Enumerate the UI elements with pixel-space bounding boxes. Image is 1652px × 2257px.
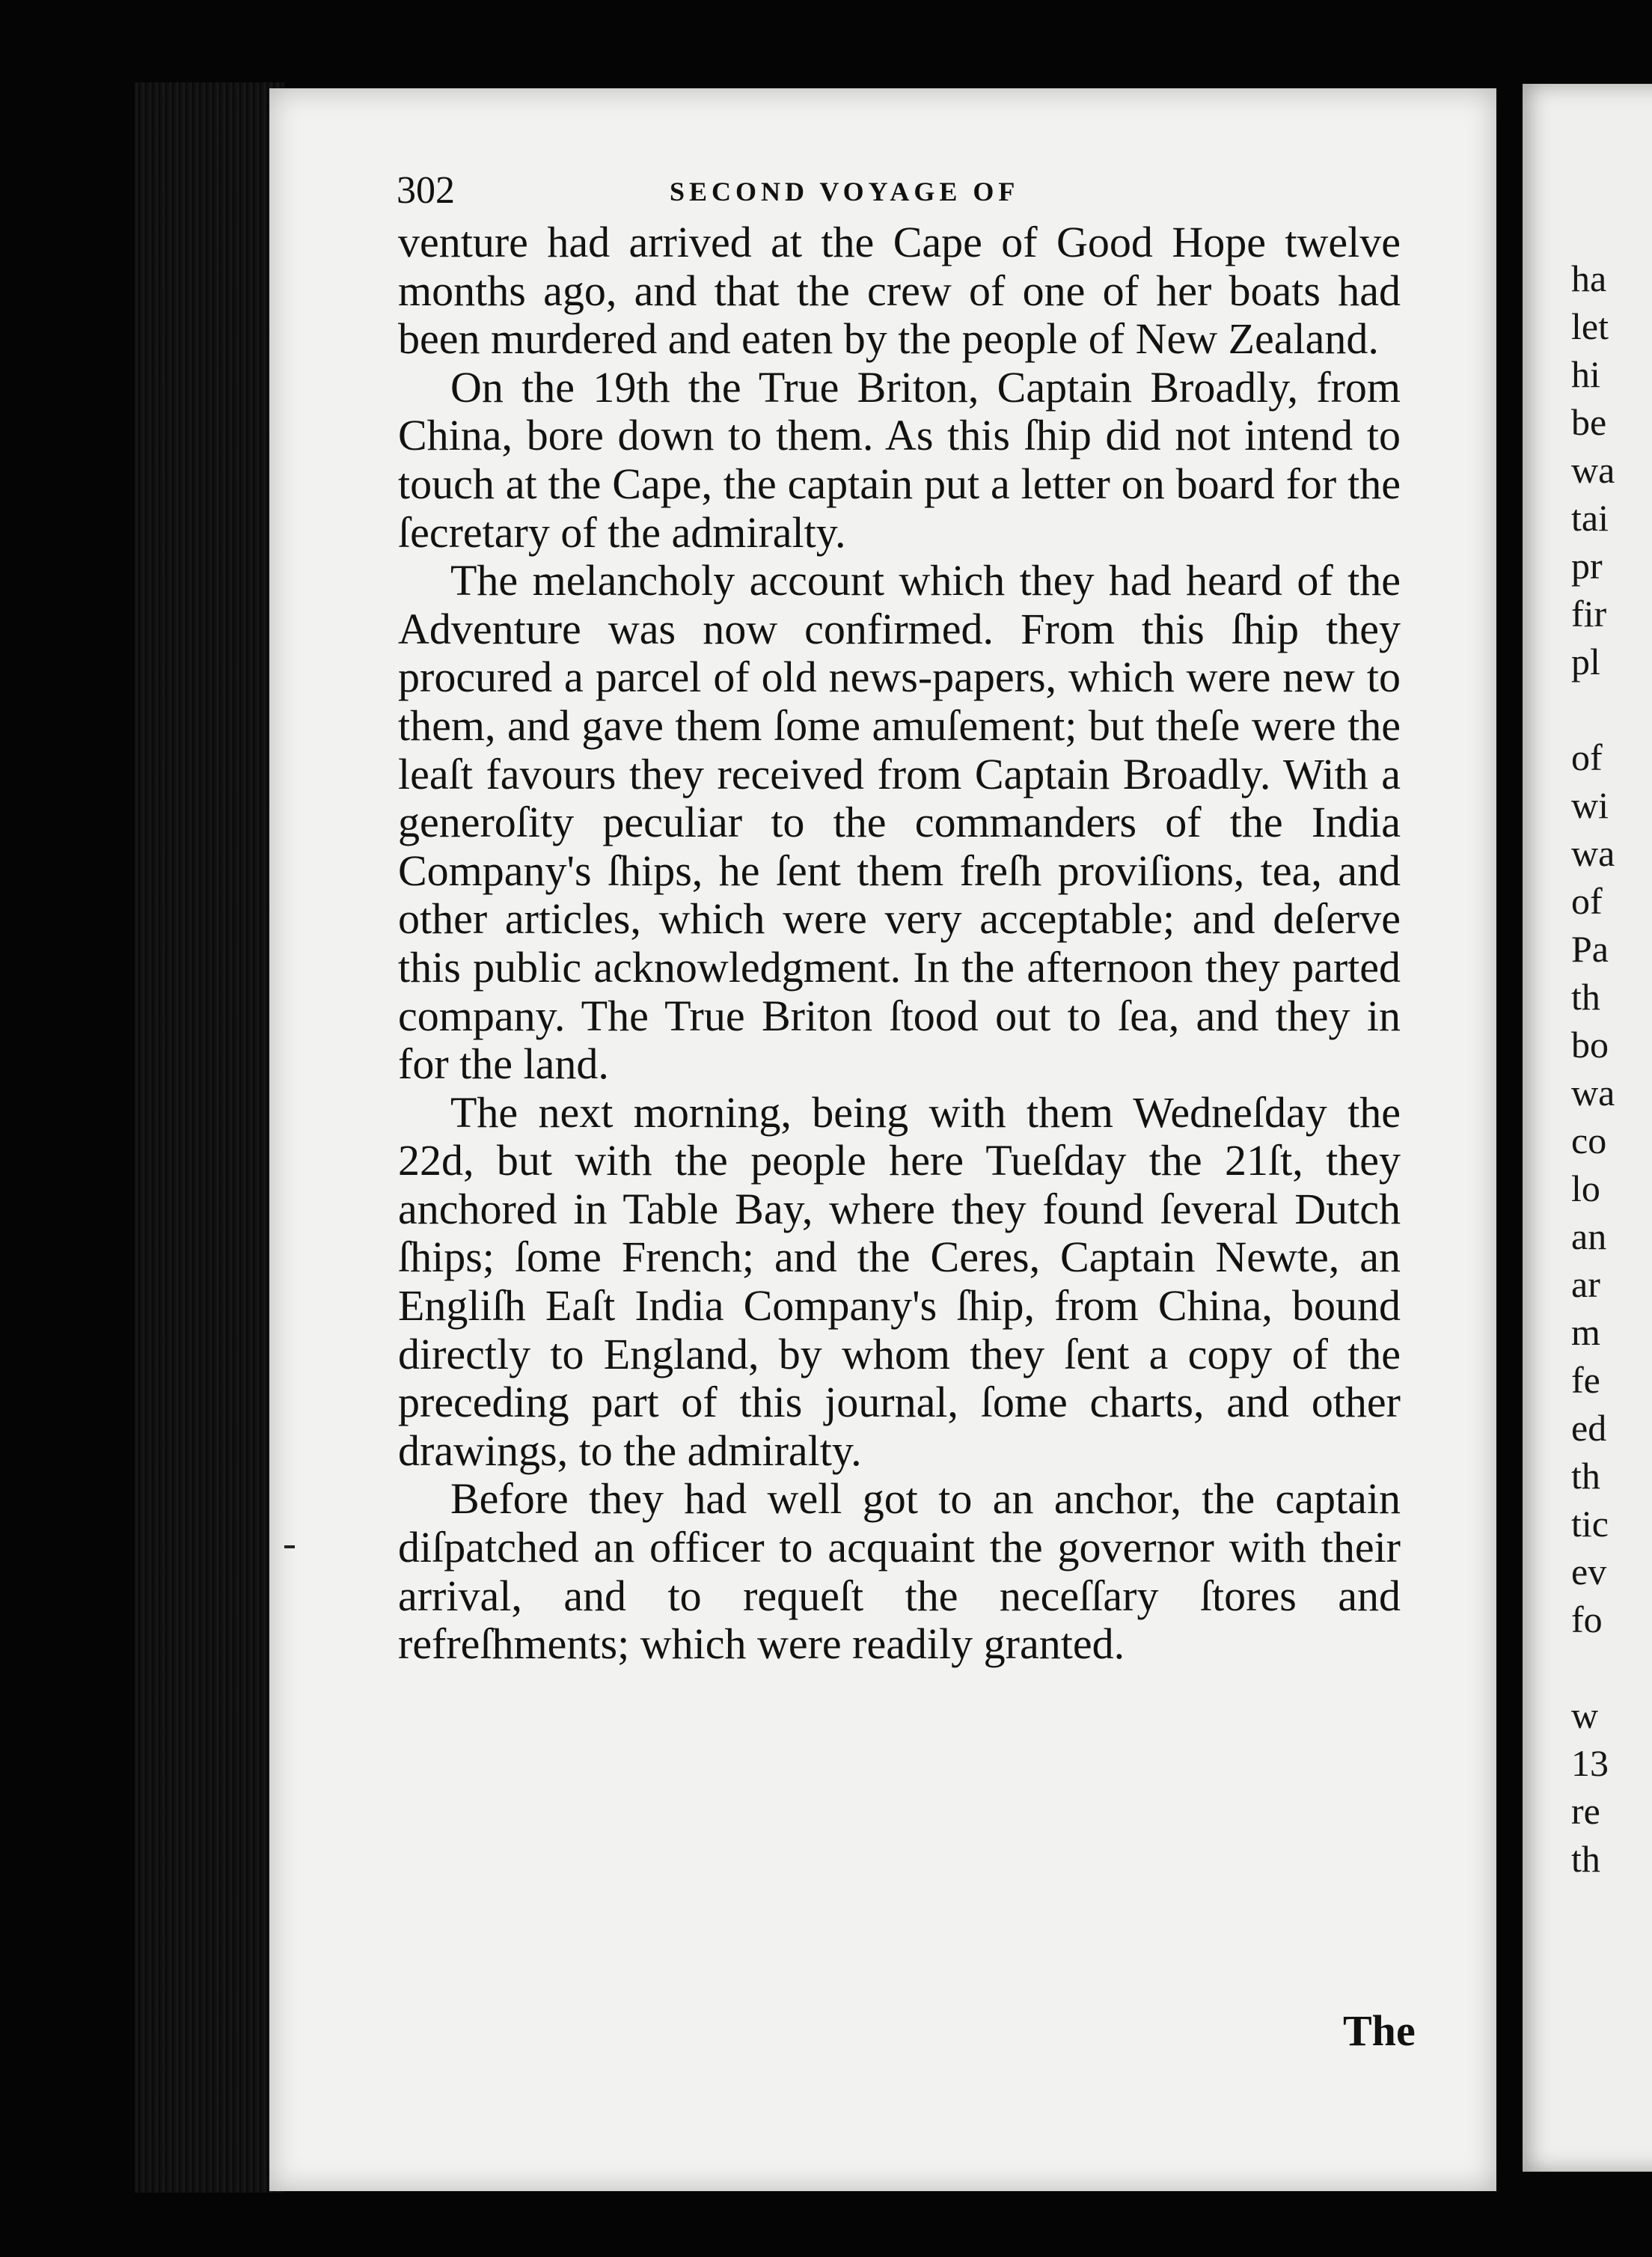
body-text bbox=[398, 219, 1401, 1669]
running-head bbox=[397, 168, 1414, 221]
paragraph: The melancholy account which they had heard of the Adventure was now confirmed. From this ſhip they procured a parcel of old news-papers, which were new to them, and gave them ſome amuſement; but theſe were the leaſt favours they received from Captain Broadly. With a generoſity peculiar to the commanders of the India Company's ſhips, he ſent them freſh proviſions, tea, and other articles, which were very acceptable; and deſerve this public acknowledgment. In the afternoon they parted company. The True Briton ſtood out to ſea, and they in for the land. bbox=[398, 556, 1401, 1089]
right-page-line-fragment: wi bbox=[1571, 784, 1609, 826]
right-page-line-fragment: tic bbox=[1571, 1503, 1609, 1545]
right-page-line-fragment: th bbox=[1571, 1455, 1600, 1497]
margin-mark bbox=[284, 1545, 295, 1548]
right-page-line-fragment: th bbox=[1571, 1838, 1600, 1880]
right-page-line-fragment: fir bbox=[1571, 593, 1607, 635]
right-page-line-fragment: fe bbox=[1571, 1359, 1600, 1401]
paragraph: On the 19th the True Briton, Captain Broadly, from China, bore down to them. As this ſhip did not intend to touch at the Cape, the captain put a letter on board for the ſecretary of the admiralty. bbox=[398, 362, 1401, 557]
paragraph: The next morning, being with them Wedneſday the 22d, but with the people here Tueſday the 21ſt, they anchored in Table Bay, where they found ſeveral Dutch ſhips; ſome French; and the Ceres, Captain Newte, an Engliſh Eaſt India Company's ſhip, from China, bound directly to England, by whom they ſent a copy of the preceding part of this journal, ſome charts, and other drawings, to the admiralty. bbox=[398, 1087, 1401, 1475]
right-page-line-fragment: w bbox=[1571, 1694, 1599, 1736]
right-page-line-fragment: an bbox=[1571, 1215, 1607, 1257]
right-page-line-fragment: ha bbox=[1571, 257, 1607, 299]
right-page-line-fragment: m bbox=[1571, 1311, 1600, 1353]
right-page-line-fragment: ev bbox=[1571, 1551, 1607, 1592]
right-page-line-fragment: fo bbox=[1571, 1598, 1603, 1640]
running-head-title: SECOND VOYAGE OF bbox=[670, 177, 1020, 207]
right-page-line-fragment: co bbox=[1571, 1120, 1607, 1161]
right-page-line-fragment: Pa bbox=[1571, 928, 1609, 970]
right-page-line-fragment: pr bbox=[1571, 545, 1603, 587]
right-page-line-fragment: wa bbox=[1571, 832, 1615, 874]
right-page-line-fragment: be bbox=[1571, 401, 1607, 443]
right-page-line-fragment: of bbox=[1571, 736, 1603, 778]
right-page-line-fragment: ar bbox=[1571, 1263, 1600, 1305]
right-page-line-fragment: wa bbox=[1571, 1072, 1615, 1114]
right-page-line-fragment: hi bbox=[1571, 353, 1600, 395]
right-page-line-fragment: re bbox=[1571, 1790, 1600, 1832]
right-page-line-fragment: tai bbox=[1571, 497, 1609, 539]
right-page-line-fragment: lo bbox=[1571, 1167, 1600, 1209]
right-page-line-fragment: pl bbox=[1571, 641, 1600, 682]
paragraph: venture had arrived at the Cape of Good Hope twelve months ago, and that the crew of one of her boats had been murdered and eaten by the people of New Zealand. bbox=[398, 218, 1401, 364]
right-page-line-fragment: 13 bbox=[1571, 1742, 1609, 1784]
right-page-line-fragment bbox=[1571, 685, 1652, 733]
right-page-line-fragment: ed bbox=[1571, 1407, 1607, 1449]
right-page-line-fragment: let bbox=[1571, 305, 1609, 347]
right-page-line-fragment bbox=[1571, 1643, 1652, 1691]
paragraph: Before they had well got to an anchor, the captain diſpatched an officer to acquaint the governor with their arrival, and to requeſt the neceſſary ſtores and refreſhments; which were readily granted. bbox=[398, 1474, 1401, 1669]
catchword: The bbox=[1343, 2006, 1416, 2055]
right-page-line-fragment: bo bbox=[1571, 1024, 1609, 1066]
page-number: 302 bbox=[397, 169, 455, 212]
book-gutter bbox=[135, 82, 284, 2193]
right-page-line-fragment: th bbox=[1571, 976, 1600, 1018]
right-page-line-fragment: of bbox=[1571, 880, 1603, 922]
right-page-text-fragments bbox=[1571, 254, 1652, 1883]
right-page-line-fragment: wa bbox=[1571, 449, 1615, 491]
